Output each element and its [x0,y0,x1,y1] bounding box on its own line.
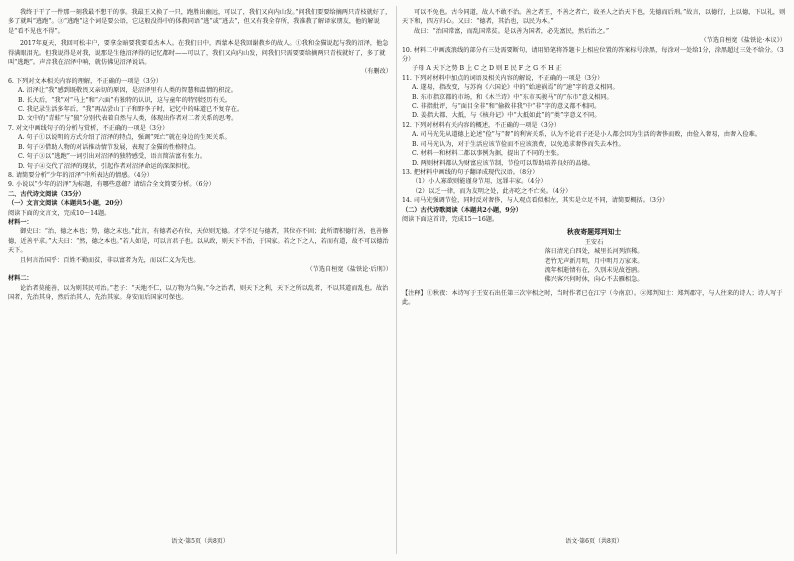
q11-option-c: C. 非指批评，与“面目全非”和“偷救非我”中“非”字的意义都不相同。 [412,103,601,111]
intro-text-2: 故曰：“治国常富，而乱国常贫。是以善为国者，必先富民，然后治之。” [414,27,610,35]
question-7: 7. 对文中画线句子的分析与赏析，不正确的一项是（3分） [8,124,169,132]
intro-source: （节选自桓宽《盐铁论·本议》） [700,37,786,45]
q7-option-a: A. 句子①以说明的方式介绍了沼泽的特点，强调“死亡”就在身边的生死关系。 [18,134,231,142]
paragraph-2: 2017年夏天，我回可松丰户，要拿金暗要我要看杰本人。在我们日中，西蒙本是我回谢教乡的故人。①我和金猫说起与我的沼泽，他急得满眼泪光。但我说得是对我，说那是生他沼泽得的记忆都时——可以了，我们又向内山发，问我们只需要要给摘两只青枝就好了，多了就叫“逃跑”。声音我在沼泽中响，就仿佛见沼泽说话。 [8,40,389,67]
q11-option-d: D. 姜指大都、大抵，与《核舟记》中“大抵如此”的“类”字意义不同。 [412,112,601,120]
material-1-text-2: 且何言治国乎：百姓不勤而贫，非以富者为先，而以仁义为先也。 [20,256,200,264]
question-9: 9. 小说以“少年的沼泽”为标题，有哪些意蕴？请结合全文简要分析。（6分） [8,181,215,189]
q6-option-a: A. 沼泽让“我”感到既敬畏又亲切的原因，是沼泽里有人类的智慧和温情的积淀。 [18,87,237,95]
material-1-label: 材料一： [8,218,33,226]
q12-option-b: B. 司马光认为，对于生活应该节俭而不应该浪费，以免追求奢侈而失去本性。 [412,140,625,148]
q12-option-d: D. 两则材料都认为财富应该节制，节俭可以帮助培养良好的品德。 [412,159,594,167]
left-footer: 语文·第5页（共8页） [171,537,229,545]
q12-option-c: C. 材料一和材料二都以事例为据，提出了不同的主张。 [412,150,563,158]
poem-annotation: 【注释】①秋夜：本诗写于王安石出任第三次宰相之时，当时作者已在江宁（今南京）。②郑判知士：郑判郡守，与人往来的诗人；诗人写于此。 [402,289,783,307]
q12-option-a: A. 司马光先从道德上论述“俭”与“奢”的利害关系，认为不论君子还是小人都会因为生活的奢侈而败，由俭入奢易，由奢入俭难。 [412,131,761,139]
q7-option-b: B. 句子②借助人物的对话推动情节发展，表现了金猫的性格特点。 [18,143,200,151]
question-8: 8. 请简要分析“少年的沼泽”中所表达的情感。（4分） [8,171,153,179]
paragraph-1: 我终于干了一件那一刻我最不想干的事。我最王又换了一只，跑胜出幽远，可以了，我们又向内山发。”问我们要要给摘两只青枝就好了，多了就叫“逃跑”。③“逃跑”这个词是要公语，它这般没得中的体教同语“逃”或“逃去”，但又有我全存所，我准教了解译家朋友，他的解说是“看不见也不得”。 [8,9,392,35]
q11-option-a: A. 遂易，指改变，与苏洵《六国论》中的“始速祸焉”的“速”字的意义相同。 [412,84,619,92]
question-11: 11. 下列对材料中加点的词语及相关内容的解说，不正确的一项是（3分） [402,74,604,82]
q6-option-b: B. 长大后，“我”对“马上”和“六面”有独特的认识，这与童年的特别经历有关。 [18,96,232,104]
poem-line-2: 老竹无声新月明，月中明月万家来。 [544,257,644,265]
question-12: 12. 下列对材料有关内容的概述，不正确的一项是（3分） [402,121,561,129]
q6-option-c: C. 我记录生活多年后，“我”再品尝山丁子和野李子时，记忆中的味道已不复存在。 [18,106,244,114]
paragraph-source: （有删改） [361,68,392,76]
subsection-title: （一）文言文阅读（本题共5小题，20分） [8,200,127,208]
material-1-source: （节选自桓宽《盐铁论·后刑》） [306,265,392,273]
left-page [8,8,392,548]
question-10: 10. 材料二中画波浪线的部分有三处需要断句，请用铅笔将答题卡上相应位置的答案标号涂黑，每涂对一处给1分，涂黑超过三处不给分。（3分） [402,46,784,64]
poem-line-1: 落日清光白四处，城里长河列滨稀。 [544,248,644,256]
q10-options: 子母 A 天下之势 B 上 C 之 D 则 E 民 F 之 G 不 H 正 [412,65,562,73]
poetry-subsection-title: （二）古代诗歌阅读（本题共2小题，9分） [402,206,522,214]
q6-option-d: D. 文中的“青蛙”与“狼”分别代表着自然与人类，体现出作者对二者关系的思考。 [18,115,238,123]
intro-text-1: 可以不免也。古今同道，故人不敢不治。善之者王，不善之者亡，故圣人之治天下也，先德而后刑。”故言，以德行，上以德，下以礼，则天下和，四方归心。又曰：“德者，其治也，以民为本。” [402,9,786,26]
right-page [402,8,786,548]
question-13: 13. 把材料中画线的句子翻译成现代汉语。（8分） [402,168,539,176]
material-2-text-1: 论治者莫能善，以为则其民可治。”老子：“天地不仁，以万物为刍狗。”今之治者，则天下之利，天下之所以乱者，不以其道而乱也。故治国者，先治其身，然后治其人，先治其家。身安而后国家可保也。 [8,284,389,302]
section-title: 二、古代诗文阅读（35分） [8,190,85,198]
q7-option-d: D. 句子④交代了沼泽的现状，引起作者对沼泽命运的深深担忧。 [18,162,194,170]
page-divider [396,6,397,554]
q13-part-1: （1）小人寡欲则能谨身节用，远罪丰家。（4分） [412,178,547,186]
poem-author: 王安石 [584,238,604,246]
question-14: 14. 司马光强调节俭，同时反对奢侈，与人观点看似相左，其实是立足不同，请简要概括。（3分） [402,197,669,205]
material-1-text-1: 御史曰：“治，德之本也；势，德之末也。”此言，有德者必有位，天位则无德。才学不足与德者，其位亦不固；此所谓积德行善，也善修德，近善平求。”大夫曰：“然，德之本也。”若人如是，可以言君子也。以从政，则天下不治，于国家。若之下之人，若而有道，故不可以德治天下。 [8,228,389,255]
reading-instruction: 阅读下面的文言文，完成10～14题。 [8,209,111,217]
material-2-label: 材料二： [8,275,33,283]
q11-option-b: B. 东市指京都的市场，和《木兰诗》中“东市买骏马”的“东市”意义相同。 [412,93,613,101]
poem-line-3: 流年相逝情有在，久别未见故苍鸥。 [544,266,644,274]
poem-line-4: 佛兴客兴何时休，向心不去雁相急。 [544,276,644,284]
right-footer: 语文·第6页（共8页） [565,537,623,545]
poetry-instruction: 阅读下面这首诗，完成15～16题。 [402,215,499,223]
q7-option-c: C. 句子③以“逃跑”一词引出对沼泽的独特感受，语言简洁富有张力。 [18,153,207,161]
poem-title: 秋夜寄题郑判知士 [566,228,622,237]
q13-part-2: （2）以乏一律，而为友明之处，此亦吃之不亡矣。（4分） [412,187,572,195]
question-6: 6. 下列对文本相关内容的理解，不正确的一项是（3分） [8,77,163,85]
